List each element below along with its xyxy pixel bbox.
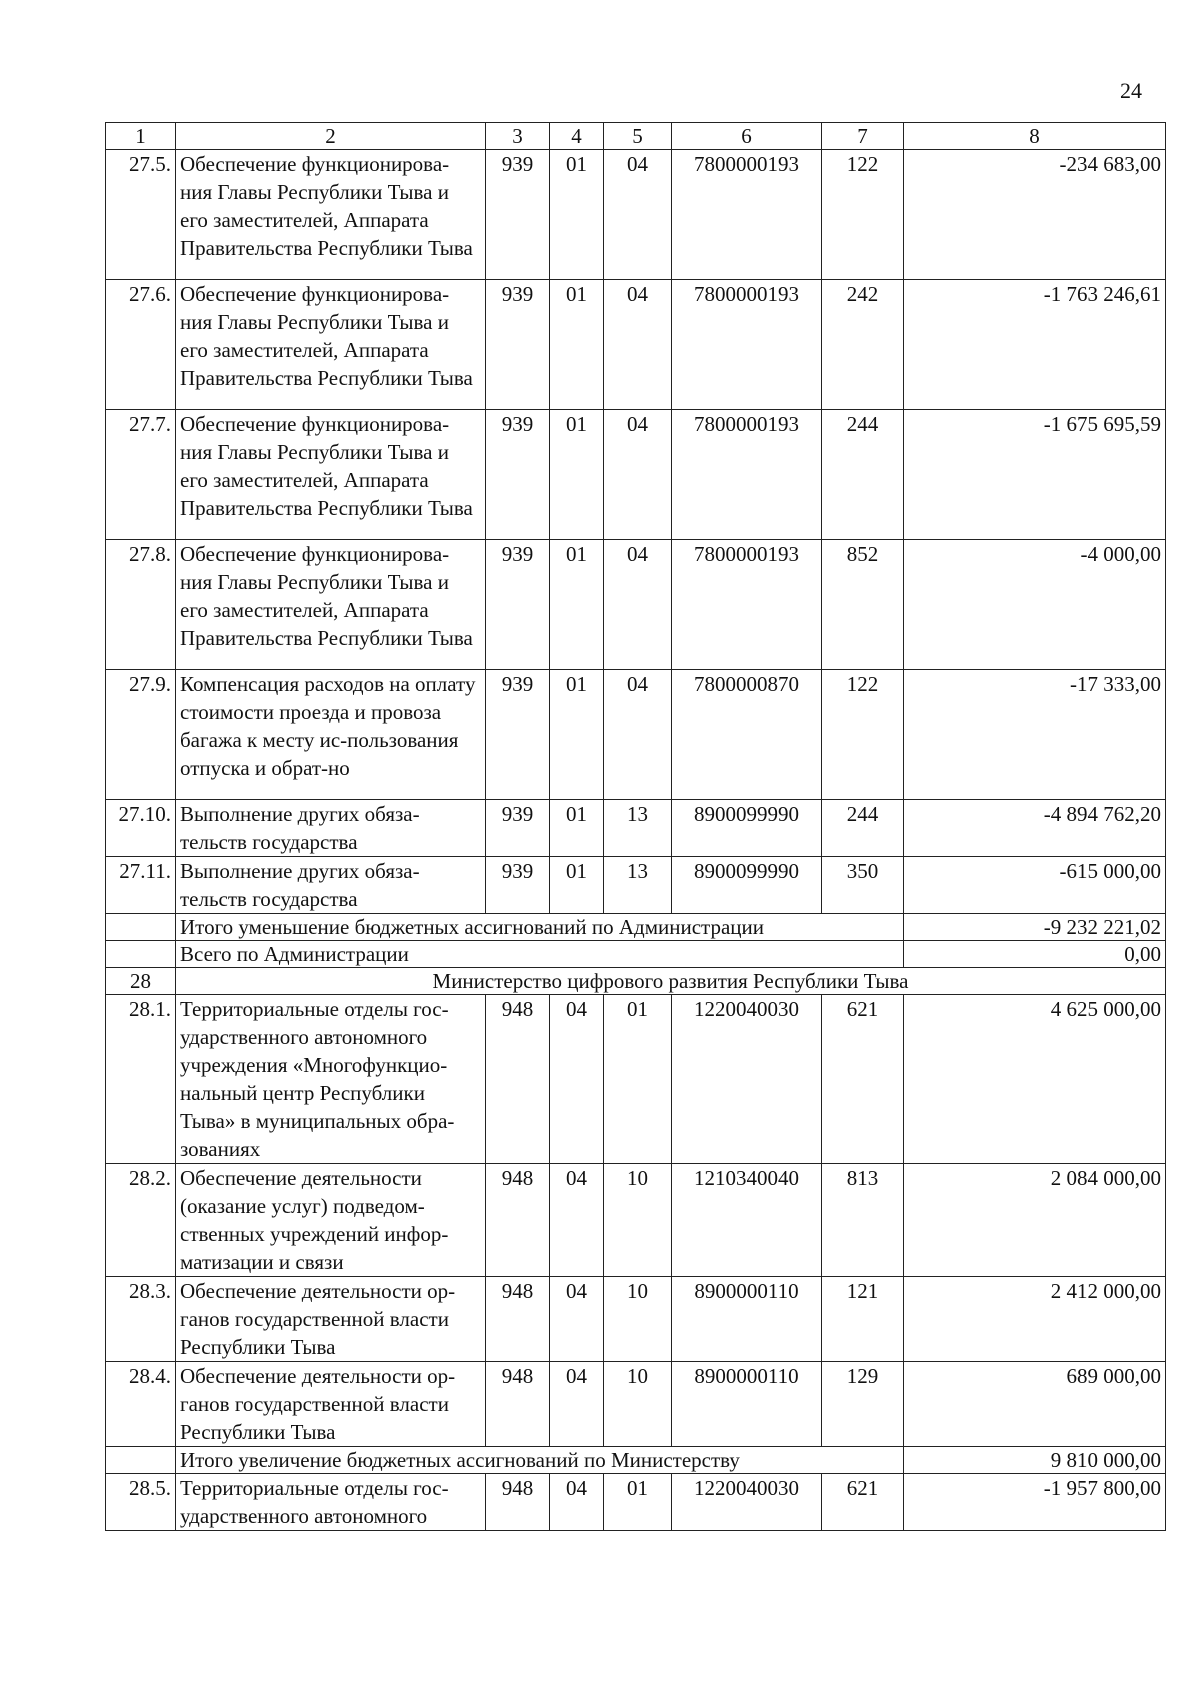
header-cell: 6	[672, 123, 822, 150]
row-number-cell: 27.10.	[106, 800, 176, 857]
table-row	[106, 1362, 1166, 1447]
row-amount-cell: -4 894 762,20	[904, 800, 1166, 857]
row-code-cell: 621	[822, 995, 904, 1164]
row-name-cell: Выполнение других обяза-тельств государства	[176, 800, 486, 857]
row-code-cell: 350	[822, 857, 904, 914]
row-code-cell: 939	[486, 280, 550, 410]
header-cell: 7	[822, 123, 904, 150]
row-code-cell: 10	[604, 1277, 672, 1362]
table-row	[106, 1277, 1166, 1362]
section-title-cell: Министерство цифрового развития Республики Тыва	[176, 968, 1166, 995]
row-code-cell: 8900099990	[672, 800, 822, 857]
row-code-cell: 10	[604, 1164, 672, 1277]
row-code-cell: 122	[822, 670, 904, 800]
row-code-cell: 8900000110	[672, 1362, 822, 1447]
header-cell: 3	[486, 123, 550, 150]
table-row	[106, 150, 1166, 280]
row-code-cell: 01	[550, 857, 604, 914]
table-row	[106, 1164, 1166, 1277]
section-header-row	[106, 968, 1166, 995]
row-code-cell: 04	[550, 1474, 604, 1531]
row-code-cell: 01	[550, 670, 604, 800]
row-code-cell: 948	[486, 995, 550, 1164]
summary-row	[106, 1447, 1166, 1474]
row-code-cell: 939	[486, 540, 550, 670]
row-name-cell: Обеспечение функционирова-ния Главы Республики Тыва и его заместителей, Аппарата Правительства Республики Тыва	[176, 540, 486, 670]
row-code-cell: 04	[550, 1164, 604, 1277]
row-name-cell: Территориальные отделы гос-ударственного автономного	[176, 1474, 486, 1531]
row-code-cell: 7800000870	[672, 670, 822, 800]
row-code-cell: 01	[550, 540, 604, 670]
row-code-cell: 04	[604, 670, 672, 800]
row-code-cell: 04	[550, 1362, 604, 1447]
table-header-row	[106, 123, 1166, 150]
row-amount-cell: -234 683,00	[904, 150, 1166, 280]
row-name-cell: Выполнение других обяза-тельств государства	[176, 857, 486, 914]
row-number-cell: 28.3.	[106, 1277, 176, 1362]
summary-row	[106, 941, 1166, 968]
summary-amount-cell: 9 810 000,00	[904, 1447, 1166, 1474]
row-number-cell: 27.7.	[106, 410, 176, 540]
row-code-cell: 1210340040	[672, 1164, 822, 1277]
row-code-cell: 1220040030	[672, 995, 822, 1164]
row-amount-cell: 2 412 000,00	[904, 1277, 1166, 1362]
row-number-cell: 27.11.	[106, 857, 176, 914]
row-number-cell: 27.5.	[106, 150, 176, 280]
row-amount-cell: -17 333,00	[904, 670, 1166, 800]
header-cell: 1	[106, 123, 176, 150]
row-code-cell: 852	[822, 540, 904, 670]
summary-amount-cell: -9 232 221,02	[904, 914, 1166, 941]
row-amount-cell: -4 000,00	[904, 540, 1166, 670]
row-name-cell: Обеспечение деятельности (оказание услуг) подведом-ственных учреждений инфор-матизации и связи	[176, 1164, 486, 1277]
row-name-cell: Территориальные отделы гос-ударственного автономного учреждения «Многофункцио-нальный центр Республики Тыва» в муниципальных обра-зованиях	[176, 995, 486, 1164]
row-name-cell: Компенсация расходов на оплату стоимости проезда и провоза багажа к месту ис-пользования отпуска и обрат-но	[176, 670, 486, 800]
row-code-cell: 10	[604, 1362, 672, 1447]
row-amount-cell: 2 084 000,00	[904, 1164, 1166, 1277]
header-cell: 5	[604, 123, 672, 150]
row-code-cell: 01	[604, 1474, 672, 1531]
row-code-cell: 04	[550, 1277, 604, 1362]
row-code-cell: 04	[604, 540, 672, 670]
row-code-cell: 621	[822, 1474, 904, 1531]
row-number-cell	[106, 1447, 176, 1474]
row-amount-cell: -1 763 246,61	[904, 280, 1166, 410]
row-code-cell: 8900000110	[672, 1277, 822, 1362]
row-number-cell: 28.5.	[106, 1474, 176, 1531]
table-row	[106, 410, 1166, 540]
row-amount-cell: -1 675 695,59	[904, 410, 1166, 540]
row-amount-cell: -615 000,00	[904, 857, 1166, 914]
row-code-cell: 7800000193	[672, 540, 822, 670]
row-name-cell: Обеспечение функционирова-ния Главы Республики Тыва и его заместителей, Аппарата Правительства Республики Тыва	[176, 410, 486, 540]
row-code-cell: 13	[604, 800, 672, 857]
row-code-cell: 04	[604, 280, 672, 410]
row-code-cell: 01	[550, 800, 604, 857]
row-code-cell: 01	[550, 410, 604, 540]
row-name-cell: Обеспечение функционирова-ния Главы Республики Тыва и его заместителей, Аппарата Правительства Республики Тыва	[176, 150, 486, 280]
row-code-cell: 1220040030	[672, 1474, 822, 1531]
row-name-cell: Обеспечение деятельности ор-ганов государственной власти Республики Тыва	[176, 1362, 486, 1447]
row-code-cell: 939	[486, 670, 550, 800]
row-number-cell: 27.9.	[106, 670, 176, 800]
summary-row	[106, 914, 1166, 941]
row-amount-cell: 689 000,00	[904, 1362, 1166, 1447]
row-code-cell: 948	[486, 1474, 550, 1531]
row-code-cell: 04	[550, 995, 604, 1164]
row-code-cell: 122	[822, 150, 904, 280]
row-number-cell: 27.6.	[106, 280, 176, 410]
page-number: 24	[1120, 78, 1142, 103]
row-code-cell: 242	[822, 280, 904, 410]
table-row	[106, 800, 1166, 857]
table-body	[106, 123, 1166, 1531]
header-cell: 2	[176, 123, 486, 150]
header-cell: 4	[550, 123, 604, 150]
row-number-cell: 28.2.	[106, 1164, 176, 1277]
table-row	[106, 995, 1166, 1164]
row-amount-cell: 4 625 000,00	[904, 995, 1166, 1164]
row-code-cell: 04	[604, 410, 672, 540]
row-code-cell: 7800000193	[672, 150, 822, 280]
row-code-cell: 121	[822, 1277, 904, 1362]
row-code-cell: 7800000193	[672, 280, 822, 410]
budget-table	[105, 122, 1166, 1531]
row-code-cell: 244	[822, 410, 904, 540]
row-code-cell: 01	[550, 150, 604, 280]
row-number-cell: 28.4.	[106, 1362, 176, 1447]
row-code-cell: 01	[604, 995, 672, 1164]
section-number-cell: 28	[106, 968, 176, 995]
row-code-cell: 813	[822, 1164, 904, 1277]
row-code-cell: 7800000193	[672, 410, 822, 540]
header-cell: 8	[904, 123, 1166, 150]
row-number-cell	[106, 914, 176, 941]
table-row	[106, 280, 1166, 410]
summary-amount-cell: 0,00	[904, 941, 1166, 968]
row-code-cell: 244	[822, 800, 904, 857]
row-code-cell: 939	[486, 800, 550, 857]
row-number-cell: 28.1.	[106, 995, 176, 1164]
table-row	[106, 857, 1166, 914]
row-code-cell: 939	[486, 150, 550, 280]
row-name-cell: Обеспечение функционирова-ния Главы Республики Тыва и его заместителей, Аппарата Правительства Республики Тыва	[176, 280, 486, 410]
summary-label-cell: Итого увеличение бюджетных ассигнований по Министерству	[176, 1447, 904, 1474]
row-code-cell: 13	[604, 857, 672, 914]
row-code-cell: 939	[486, 410, 550, 540]
table-row	[106, 670, 1166, 800]
row-amount-cell: -1 957 800,00	[904, 1474, 1166, 1531]
summary-label-cell: Итого уменьшение бюджетных ассигнований по Администрации	[176, 914, 904, 941]
row-code-cell: 129	[822, 1362, 904, 1447]
row-number-cell	[106, 941, 176, 968]
row-number-cell: 27.8.	[106, 540, 176, 670]
table-row	[106, 540, 1166, 670]
table-row	[106, 1474, 1166, 1531]
summary-label-cell: Всего по Администрации	[176, 941, 904, 968]
row-name-cell: Обеспечение деятельности ор-ганов государственной власти Республики Тыва	[176, 1277, 486, 1362]
row-code-cell: 01	[550, 280, 604, 410]
row-code-cell: 948	[486, 1362, 550, 1447]
row-code-cell: 948	[486, 1164, 550, 1277]
row-code-cell: 948	[486, 1277, 550, 1362]
row-code-cell: 04	[604, 150, 672, 280]
row-code-cell: 939	[486, 857, 550, 914]
row-code-cell: 8900099990	[672, 857, 822, 914]
